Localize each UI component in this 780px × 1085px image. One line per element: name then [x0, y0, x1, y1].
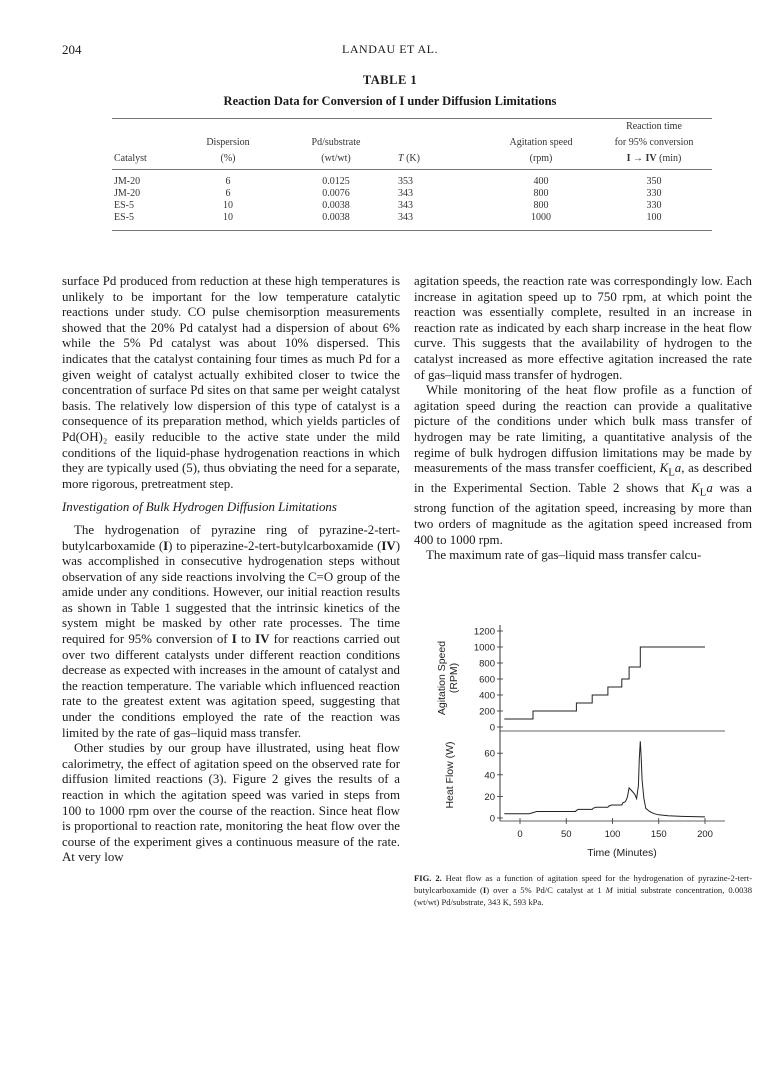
paragraph: Other studies by our group have illustrated, using heat flow calorimetry, the effect of agitation speed on the observed rate for diffusion limited reactions (3). Figure 2 gives the results of a reaction in which the agitation speed was varied in steps from 100 to 1000 rpm over the course of the reaction. Since heat flow is proportional to reaction rate, monitoring the heat flow over the course of the experiment gives a continuous measure of the rate. At very low	[62, 741, 400, 865]
x-axis-title: Time (Minutes)	[587, 847, 657, 859]
table-row: ES-5 10 0.0038 343 800 330	[114, 200, 662, 211]
y-tick-label: 60	[484, 748, 495, 760]
y-tick-label: 40	[484, 770, 495, 782]
heat-flow-series	[504, 741, 705, 817]
table-row: JM-20 6 0.0076 343 800 330	[114, 188, 662, 199]
header-reaction-time: Reaction time	[596, 119, 712, 136]
y-tick-label: 600	[479, 674, 495, 686]
x-tick-label: 0	[517, 829, 523, 840]
table-row: JM-20 6 0.0125 353 400 350	[114, 176, 662, 187]
reaction-data-table: Reaction time Dispersion Pd/substrate Agitation speed for 95% conversion Catalyst (%) (wt/wt) T (K) (rpm) I → IV (min) JM-20 6 0.0125 353 400 350 JM-20 6 0.0076 343 800 330 ES-5 10 0.0038 343 800 330 ES-5 10 0.0038 343 1000 100	[112, 118, 712, 231]
x-tick-label: 150	[650, 829, 667, 840]
x-tick-label: 200	[697, 829, 713, 840]
section-heading: Investigation of Bulk Hydrogen Diffusion Limitations	[62, 500, 337, 515]
y-tick-label: 0	[489, 722, 495, 734]
heat-flow-panel	[444, 731, 725, 859]
y-tick-label: 800	[479, 658, 495, 670]
header-temperature	[396, 119, 486, 136]
right-column	[414, 274, 752, 564]
table-label: TABLE 1	[362, 73, 418, 87]
paragraph: surface Pd produced from reduction at these high temperatures is unlikely to be important for the low temperature catalytic reactions under study. CO pulse chemisorption measurements showed that the 20% Pd catalyst had a dispersion of about 6% while the 5% Pd catalyst was about 10% dispersed. This indicates that the catalyst containing four times as much Pd for a given weight of catalyst actually exhibited closer to twice the concentration of surface Pd sites on that same per weight catalyst basis. The relatively low dispersion of this type of catalyst is a consequence of its preparation method, which yields particles of Pd(OH)₂ easily reducible to the active state under the mild conditions of the liquid-phase hydrogenation reactions in which they are typically used (5), thus obviating the need for a separate, more rigorous, pretreatment step.	[62, 274, 400, 491]
x-tick-label: 100	[604, 829, 621, 840]
agitation-speed-series	[504, 647, 705, 719]
y-tick-label: 200	[479, 706, 495, 718]
y-tick-label: 20	[484, 791, 495, 803]
y-tick-label: 0	[489, 813, 495, 825]
agitation-speed-panel	[436, 625, 725, 734]
running-head: LANDAU ET AL.	[342, 42, 438, 56]
left-column	[62, 274, 400, 866]
y-tick-label: 1200	[473, 626, 495, 638]
header-dispersion	[180, 119, 276, 136]
figure-2-chart	[425, 615, 755, 865]
paragraph: While monitoring of the heat flow profile as a function of agitation speed during the reaction can provide a qualitative picture of the conditions under which bulk mass transfer of hydrogen may be rate limiting, a quantitative analysis of the regime of bulk hydrogen diffusion limitations may be made by measurements of the mass transfer coefficient, $K_La$, as described in the Experimental Section. Table 2 shows that $K_La$ was a strong function of the agitation speed, increasing by more than two orders of magnitude as the agitation speed increased from 400 to 1000 rpm.	[414, 383, 753, 547]
table-row: ES-5 10 0.0038 343 1000 100	[112, 212, 712, 231]
top-ylabel-line1: Agitation Speed	[436, 640, 448, 716]
table-caption: Reaction Data for Conversion of I under Diffusion Limitations	[223, 94, 557, 108]
page-number: 204	[62, 42, 82, 57]
figure-caption: FIG. 2. Heat flow as a function of agitation speed for the hydrogenation of pyrazine-2-tert-butylcarboxamide (I) over a 5% Pd/C catalyst at 1 M initial substrate concentration, 0.0038 (wt/wt) Pd/substrate, 343 K, 593 kPa.	[414, 873, 753, 908]
paragraph: The hydrogenation of pyrazine ring of pyrazine-2-tert-butylcarboxamide (I) to piperazine-2-tert-butylcarboxamide (IV) was accomplished in consecutive hydrogenation steps without observation of any side reactions involving the C=O group of the amide under any conditions. However, our initial reaction results as shown in Table 1 suggested that the intrinsic kinetics of the system might be masked by other rate processes. The time required for 95% conversion of I to IV for reactions carried out over two different catalysts under different reaction conditions decrease as expected with increases in the amount of catalyst and the reaction temperature. The variable which influenced reaction rate to the greatest extent was agitation speed, suggesting that under the conditions employed the rate of the reaction was limited by the rate of gas–liquid mass transfer.	[62, 522, 400, 740]
paragraph: The maximum rate of gas–liquid mass transfer calcu-	[426, 548, 702, 563]
y-tick-label: 1000	[473, 642, 495, 654]
x-tick-label: 50	[560, 829, 572, 840]
top-ylabel-line2: (RPM)	[448, 662, 460, 694]
y-tick-label: 400	[479, 690, 495, 702]
header-catalyst	[112, 119, 180, 136]
header-pd-substrate	[276, 119, 396, 136]
paragraph: agitation speeds, the reaction rate was correspondingly low. Each increase in agitation speed up to 750 rpm, at which point the reaction was essentially complete, resulted in an increase in reaction rate as indicated by each sharp increase in the heat flow curve. This suggests that the availability of hydrogen to the catalyst increased as more effective agitation increased the rate of gas–liquid mass transfer of hydrogen.	[414, 274, 752, 382]
header-agitation-speed	[486, 119, 596, 136]
bottom-ylabel: Heat Flow (W)	[444, 741, 456, 809]
